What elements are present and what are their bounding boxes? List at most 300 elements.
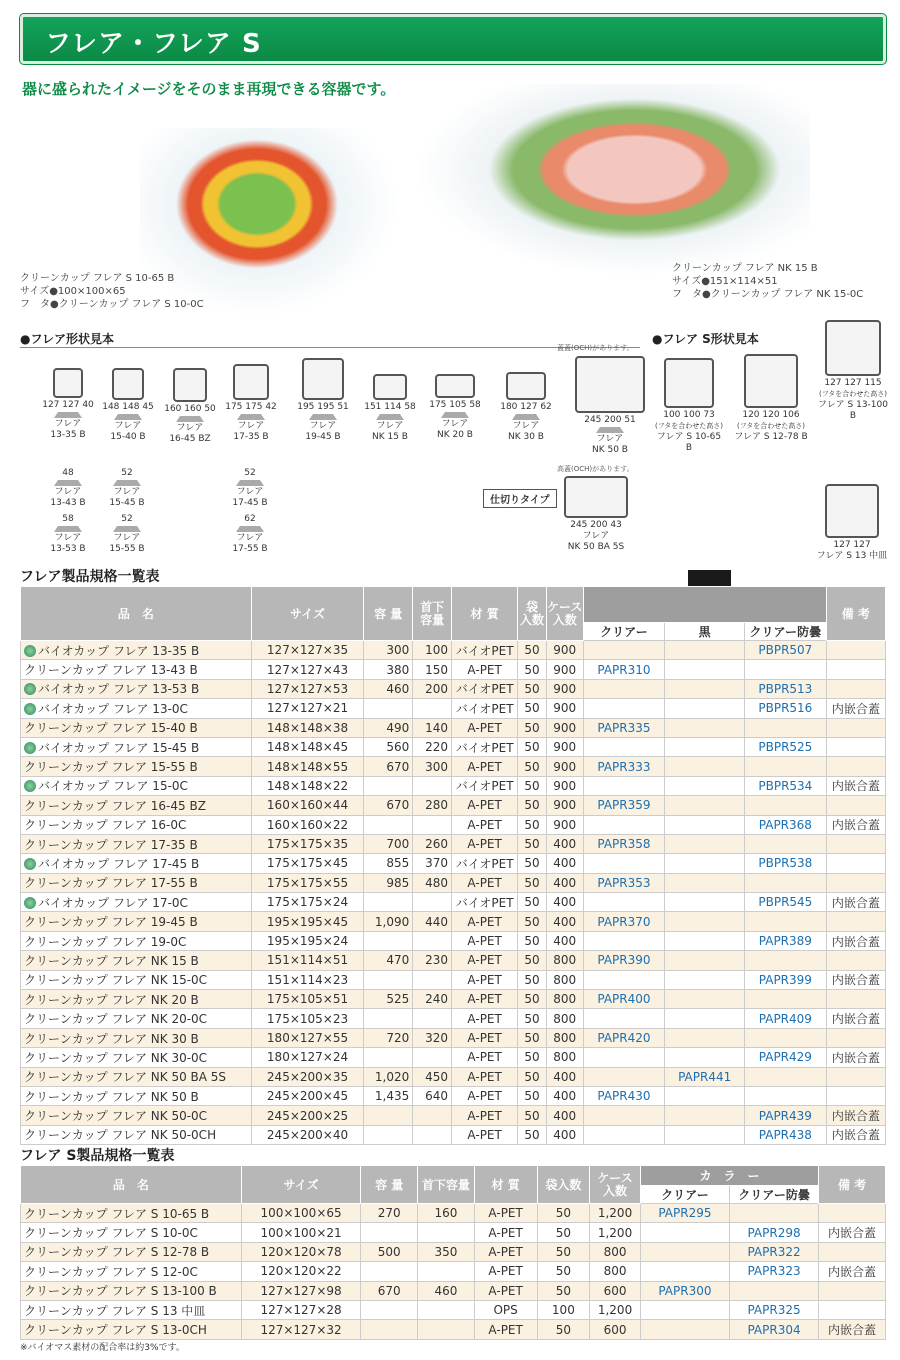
cell-bag bbox=[518, 699, 547, 718]
cell-text: 400 bbox=[553, 914, 577, 929]
cell-case bbox=[546, 1086, 583, 1105]
cell-text: PAPR325 bbox=[747, 1303, 801, 1318]
cell-mat bbox=[474, 1204, 537, 1223]
cell-text: 50 bbox=[555, 1322, 572, 1337]
table-row bbox=[21, 873, 886, 892]
table-row bbox=[21, 893, 886, 912]
cell-black bbox=[665, 990, 745, 1009]
cell-text: A-PET bbox=[488, 1264, 523, 1279]
lid-note: 蓋蓋(OCH)があります。 bbox=[557, 344, 634, 352]
cell-clear bbox=[583, 970, 665, 989]
cell-fog bbox=[744, 776, 826, 795]
cell-text: 内嵌合蓋 bbox=[831, 1050, 880, 1065]
cell-size bbox=[251, 1028, 363, 1047]
shape-dimensions: 245 200 43 bbox=[570, 520, 622, 530]
cell-clear bbox=[583, 737, 665, 756]
cell-vol bbox=[364, 699, 413, 718]
cell-size bbox=[251, 1125, 363, 1144]
cell-text: PAPR438 bbox=[758, 1127, 812, 1142]
cell-vol bbox=[361, 1281, 418, 1300]
cell-note bbox=[826, 718, 885, 737]
cell-text: 50 bbox=[555, 1225, 572, 1240]
cell-text: 480 bbox=[425, 875, 449, 890]
cell-case bbox=[546, 854, 583, 873]
cell-size bbox=[241, 1300, 361, 1319]
cell-case bbox=[546, 1106, 583, 1125]
shape-top-view bbox=[564, 476, 628, 518]
cell-text: 240 bbox=[425, 992, 449, 1007]
table-row bbox=[21, 679, 886, 698]
cell-fog bbox=[744, 699, 826, 718]
cell-text: 1,090 bbox=[374, 914, 410, 929]
cell-size bbox=[251, 970, 363, 989]
cell-size bbox=[251, 796, 363, 815]
cell-text: A-PET bbox=[467, 817, 502, 832]
cell-text: PAPR368 bbox=[758, 817, 812, 832]
cell-text: 300 bbox=[386, 643, 410, 658]
flare-spec-table bbox=[20, 586, 886, 1145]
shape-sample bbox=[158, 368, 222, 445]
cell-text: クリーンカップ フレア NK 15 B bbox=[24, 953, 199, 968]
shape-side-view bbox=[596, 426, 624, 433]
cell-black bbox=[665, 699, 745, 718]
cell-text: 148×148×55 bbox=[266, 759, 349, 774]
cell-text: 195×195×45 bbox=[266, 914, 349, 929]
cell-note bbox=[826, 970, 885, 989]
cell-size bbox=[241, 1320, 361, 1339]
cell-mat bbox=[452, 1009, 518, 1028]
cell-neck bbox=[413, 815, 452, 834]
cell-text: バイオカップ フレア 13-35 B bbox=[38, 643, 200, 658]
cell-fog bbox=[744, 1106, 826, 1125]
cell-case bbox=[546, 1067, 583, 1086]
cell-size bbox=[251, 951, 363, 970]
cell-neck bbox=[413, 1028, 452, 1047]
cell-clear bbox=[583, 776, 665, 795]
shape-sample bbox=[560, 356, 660, 456]
cell-text: PAPR300 bbox=[658, 1283, 712, 1298]
cell-text: 148×148×22 bbox=[266, 778, 349, 793]
shape-nk50ba bbox=[556, 476, 636, 553]
cell-clear bbox=[583, 931, 665, 950]
cell-text: バイオPET bbox=[455, 682, 514, 697]
cell-text: 175×175×45 bbox=[266, 856, 349, 871]
cell-text: クリーンカップ フレア NK 50 BA 5S bbox=[24, 1070, 227, 1085]
cell-case bbox=[546, 699, 583, 718]
cell-size bbox=[251, 893, 363, 912]
cell-size bbox=[251, 737, 363, 756]
cell-text: 900 bbox=[553, 817, 577, 832]
table-row bbox=[21, 1125, 886, 1144]
cell-note bbox=[819, 1223, 886, 1242]
shape-dimensions: 245 200 51 bbox=[584, 415, 636, 425]
cell-text: 985 bbox=[386, 875, 410, 890]
cell-name bbox=[21, 1048, 252, 1067]
cell-vol bbox=[364, 854, 413, 873]
cell-text: 50 bbox=[524, 1031, 540, 1045]
cell-text: 270 bbox=[377, 1206, 401, 1221]
cell-text: 600 bbox=[603, 1283, 627, 1298]
cell-case bbox=[590, 1223, 641, 1242]
cell-text: 640 bbox=[425, 1089, 449, 1104]
cell-neck bbox=[413, 699, 452, 718]
shape-label: フレア 15-40 B bbox=[110, 421, 146, 442]
cell-neck bbox=[418, 1204, 475, 1223]
cell-text: A-PET bbox=[488, 1283, 523, 1298]
cell-black bbox=[665, 1009, 745, 1028]
cell-neck bbox=[413, 1106, 452, 1125]
cell-text: 127×127×53 bbox=[266, 681, 349, 696]
shape-top-view bbox=[506, 372, 546, 400]
cell-fog bbox=[744, 1086, 826, 1105]
cell-text: 127×127×28 bbox=[260, 1303, 342, 1318]
cell-name bbox=[21, 660, 252, 679]
shape-label: フレア NK 15 B bbox=[372, 421, 408, 442]
cell-fog bbox=[729, 1320, 818, 1339]
cell-text: 700 bbox=[386, 837, 410, 852]
shape-sample bbox=[358, 374, 422, 443]
cell-mat bbox=[452, 951, 518, 970]
cell-note bbox=[826, 796, 885, 815]
cell-text: バイオカップ フレア 17-45 B bbox=[38, 856, 200, 871]
shape-label: フレア 17-45 B bbox=[232, 487, 268, 508]
shape-label: フレア 13-43 B bbox=[50, 487, 86, 508]
cell-text: 50 bbox=[524, 1108, 540, 1123]
table-row bbox=[21, 1300, 886, 1319]
cell-text: クリーンカップ フレア S 13 中皿 bbox=[24, 1303, 206, 1318]
cell-clear bbox=[583, 951, 665, 970]
cell-vol bbox=[364, 1106, 413, 1125]
shape-sample bbox=[220, 514, 280, 555]
cell-fog bbox=[744, 931, 826, 950]
cell-case bbox=[590, 1281, 641, 1300]
cell-text: 127×127×98 bbox=[260, 1283, 342, 1298]
cell-black bbox=[665, 1086, 745, 1105]
cell-name bbox=[21, 912, 252, 931]
cell-clear bbox=[640, 1223, 729, 1242]
cell-size bbox=[251, 776, 363, 795]
cell-text: 内嵌合蓋 bbox=[831, 818, 880, 833]
cell-text: PAPR420 bbox=[597, 1031, 651, 1045]
cell-vol bbox=[364, 912, 413, 931]
cell-text: 100×100×21 bbox=[260, 1225, 342, 1240]
th-bag: 袋入数 bbox=[537, 1166, 590, 1204]
cell-bag bbox=[537, 1262, 590, 1281]
cell-text: 800 bbox=[553, 1011, 577, 1026]
cell-text: PAPR304 bbox=[747, 1322, 801, 1337]
cell-text: 127×127×35 bbox=[266, 643, 349, 658]
cell-size bbox=[251, 718, 363, 737]
cell-mat bbox=[474, 1281, 537, 1300]
page-banner bbox=[20, 14, 886, 64]
cell-mat bbox=[452, 931, 518, 950]
cell-neck bbox=[413, 641, 452, 660]
cell-text: 50 bbox=[524, 740, 540, 755]
shape-side-view bbox=[441, 411, 469, 418]
cell-vol bbox=[364, 679, 413, 698]
cell-neck bbox=[413, 1048, 452, 1067]
cell-text: 160×160×22 bbox=[266, 817, 349, 832]
cell-bag bbox=[537, 1281, 590, 1300]
cell-name bbox=[21, 931, 252, 950]
table-row bbox=[21, 796, 886, 815]
cell-text: A-PET bbox=[467, 1031, 502, 1045]
cell-text: 400 bbox=[553, 934, 577, 949]
cell-text: PBPR538 bbox=[758, 856, 813, 871]
cell-mat bbox=[452, 1067, 518, 1086]
cell-case bbox=[546, 718, 583, 737]
th-clear: クリアー bbox=[583, 623, 665, 641]
shape-sample bbox=[38, 514, 98, 555]
cell-size bbox=[251, 679, 363, 698]
shape-label: フレア 17-35 B bbox=[233, 421, 269, 442]
cell-text: 900 bbox=[553, 798, 577, 813]
cell-text: 50 bbox=[524, 643, 540, 658]
cell-text: クリーンカップ フレア 17-55 B bbox=[24, 876, 198, 891]
cell-text: 800 bbox=[603, 1244, 627, 1259]
cell-size bbox=[251, 815, 363, 834]
cell-vol bbox=[364, 757, 413, 776]
cell-text: 127×127×43 bbox=[266, 662, 349, 677]
divider-type-tag: 仕切りタイプ bbox=[483, 489, 557, 508]
cell-text: 400 bbox=[553, 1069, 577, 1084]
table2-title: フレア S製品規格一覧表 bbox=[20, 1148, 175, 1164]
cell-vol bbox=[364, 737, 413, 756]
cell-text: 450 bbox=[425, 1069, 449, 1084]
cell-clear bbox=[583, 1125, 665, 1144]
table-row bbox=[21, 815, 886, 834]
cell-text: 50 bbox=[524, 720, 540, 735]
shape-depth: 62 bbox=[244, 514, 256, 524]
cell-text: 内嵌合蓋 bbox=[828, 1264, 877, 1279]
cell-text: A-PET bbox=[467, 662, 502, 677]
cell-vol bbox=[364, 931, 413, 950]
cell-text: A-PET bbox=[488, 1206, 523, 1221]
cell-note bbox=[826, 776, 885, 795]
th-black: 黒 bbox=[665, 623, 745, 641]
shape-label: フレア 19-45 B bbox=[305, 421, 341, 442]
footnote: ※バイオマス素材の配合率は約3%です。 bbox=[20, 1343, 185, 1353]
cell-case bbox=[546, 1125, 583, 1144]
cell-bag bbox=[537, 1223, 590, 1242]
cell-bag bbox=[518, 757, 547, 776]
cell-bag bbox=[518, 873, 547, 892]
cell-mat bbox=[452, 757, 518, 776]
divider bbox=[20, 347, 640, 348]
table-row bbox=[21, 1009, 886, 1028]
shape-depth: 48 bbox=[62, 468, 74, 478]
cell-text: A-PET bbox=[467, 798, 502, 813]
shape-label: フレア NK 50 B bbox=[592, 434, 628, 455]
shape-sample bbox=[491, 372, 561, 443]
cell-text: 800 bbox=[553, 953, 577, 968]
cell-text: バイオカップ フレア 15-0C bbox=[38, 779, 188, 794]
caption-line: サイズ●100×100×65 bbox=[20, 286, 126, 297]
cell-clear bbox=[583, 815, 665, 834]
cell-name bbox=[21, 893, 252, 912]
cell-text: 720 bbox=[386, 1031, 410, 1045]
cell-text: 470 bbox=[386, 953, 410, 968]
th-name: 品 名 bbox=[21, 1166, 242, 1204]
cell-neck bbox=[418, 1281, 475, 1300]
cell-text: クリーンカップ フレア S 10-65 B bbox=[24, 1206, 210, 1221]
cell-text: PAPR333 bbox=[597, 759, 651, 774]
cell-fog bbox=[744, 1009, 826, 1028]
cell-clear bbox=[583, 718, 665, 737]
cell-neck bbox=[413, 951, 452, 970]
cell-case bbox=[546, 834, 583, 853]
cell-clear bbox=[583, 990, 665, 1009]
cell-vol bbox=[364, 970, 413, 989]
cell-size bbox=[251, 1067, 363, 1086]
cell-text: 160 bbox=[434, 1206, 458, 1221]
shape-top-view bbox=[302, 358, 344, 400]
cell-note bbox=[826, 815, 885, 834]
th-name: 品 名 bbox=[21, 587, 252, 641]
cell-text: 245×200×35 bbox=[266, 1069, 349, 1084]
cell-clear bbox=[583, 1067, 665, 1086]
shape-label: フレア 15-45 B bbox=[109, 487, 145, 508]
th-clear: クリアー bbox=[640, 1186, 729, 1204]
cell-text: バイオPET bbox=[455, 895, 514, 910]
cell-text: PAPR322 bbox=[747, 1244, 801, 1259]
cell-text: 50 bbox=[524, 972, 540, 987]
cell-text: 175×175×35 bbox=[266, 837, 349, 852]
cell-text: 50 bbox=[524, 1089, 540, 1104]
shape-side-view bbox=[376, 413, 404, 420]
cell-text: 50 bbox=[524, 798, 540, 813]
cell-bag bbox=[518, 1086, 547, 1105]
cell-size bbox=[251, 854, 363, 873]
cell-mat bbox=[474, 1262, 537, 1281]
cell-text: 内嵌合蓋 bbox=[831, 1012, 880, 1027]
cell-name bbox=[21, 834, 252, 853]
cell-text: 175×175×24 bbox=[266, 895, 349, 910]
cell-text: 900 bbox=[553, 778, 577, 793]
cell-mat bbox=[452, 641, 518, 660]
cell-name bbox=[21, 1281, 242, 1300]
cell-bag bbox=[518, 1028, 547, 1047]
cell-vol bbox=[364, 990, 413, 1009]
cell-clear bbox=[640, 1262, 729, 1281]
biomass-icon bbox=[24, 703, 36, 715]
shape-dimensions: 175 105 58 bbox=[429, 400, 481, 410]
cell-name bbox=[21, 990, 252, 1009]
cell-fog bbox=[744, 1067, 826, 1086]
cell-text: バイオカップ フレア 13-0C bbox=[38, 701, 188, 716]
cell-bag bbox=[537, 1320, 590, 1339]
cell-mat bbox=[452, 737, 518, 756]
cell-text: 内嵌合蓋 bbox=[831, 973, 880, 988]
table-row bbox=[21, 1320, 886, 1339]
cell-text: 800 bbox=[603, 1264, 627, 1279]
table-row bbox=[21, 1281, 886, 1300]
cell-mat bbox=[452, 873, 518, 892]
cell-case bbox=[546, 1048, 583, 1067]
lid-note-2: 高蓋(OCH)があります。 bbox=[557, 465, 634, 473]
table-row bbox=[21, 970, 886, 989]
cell-case bbox=[546, 757, 583, 776]
cell-text: PAPR400 bbox=[597, 992, 651, 1007]
cell-text: クリーンカップ フレア S 12-78 B bbox=[24, 1245, 210, 1260]
cell-text: クリーンカップ フレア 13-43 B bbox=[24, 663, 198, 678]
cell-neck bbox=[413, 854, 452, 873]
cell-text: 50 bbox=[524, 934, 540, 949]
cell-note bbox=[819, 1281, 886, 1300]
cell-text: 350 bbox=[434, 1244, 458, 1259]
caption-line: サイズ●151×114×51 bbox=[672, 276, 778, 287]
th-vol: 容 量 bbox=[364, 587, 413, 641]
cell-size bbox=[251, 990, 363, 1009]
cell-bag bbox=[537, 1204, 590, 1223]
cell-bag bbox=[518, 776, 547, 795]
cell-text: 内嵌合蓋 bbox=[831, 934, 880, 949]
cell-case bbox=[590, 1300, 641, 1319]
cell-text: A-PET bbox=[467, 1069, 502, 1084]
caption-line: フ タ●クリーンカップ フレア S 10-0C bbox=[20, 299, 204, 310]
photo-caption-left bbox=[20, 272, 204, 311]
cell-case bbox=[546, 660, 583, 679]
cell-text: 900 bbox=[553, 720, 577, 735]
cell-name bbox=[21, 641, 252, 660]
cell-fog bbox=[744, 1048, 826, 1067]
cell-neck bbox=[413, 912, 452, 931]
cell-fog bbox=[729, 1223, 818, 1242]
cell-note bbox=[826, 660, 885, 679]
cell-text: OPS bbox=[493, 1303, 518, 1318]
cell-black bbox=[665, 718, 745, 737]
cell-vol bbox=[364, 873, 413, 892]
shape-sample bbox=[97, 514, 157, 555]
cell-case bbox=[546, 776, 583, 795]
shape-label: フレア 16-45 BZ bbox=[169, 423, 211, 444]
cell-size bbox=[251, 641, 363, 660]
cell-size bbox=[241, 1281, 361, 1300]
shape-dimensions: 175 175 42 bbox=[225, 402, 277, 412]
cell-black bbox=[665, 873, 745, 892]
cell-neck bbox=[418, 1300, 475, 1319]
cell-text: PAPR409 bbox=[758, 1011, 812, 1026]
cell-text: 100×100×65 bbox=[260, 1206, 342, 1221]
shape-top-view bbox=[825, 484, 879, 538]
cell-text: バイオPET bbox=[455, 643, 514, 658]
cell-text: バイオカップ フレア 13-53 B bbox=[38, 682, 200, 697]
cell-clear bbox=[583, 699, 665, 718]
cell-text: クリーンカップ フレア 17-35 B bbox=[24, 837, 198, 852]
cell-size bbox=[251, 931, 363, 950]
cell-fog bbox=[744, 757, 826, 776]
cell-case bbox=[546, 970, 583, 989]
cell-text: バイオPET bbox=[455, 740, 514, 755]
cell-text: 180×127×24 bbox=[266, 1050, 349, 1065]
cell-text: 148×148×38 bbox=[266, 720, 349, 735]
cell-black bbox=[665, 834, 745, 853]
cell-name bbox=[21, 757, 252, 776]
cell-text: A-PET bbox=[467, 914, 502, 929]
cell-text: クリーンカップ フレア NK 20-0C bbox=[24, 1012, 208, 1027]
shape-side-view bbox=[54, 479, 82, 486]
cell-mat bbox=[452, 815, 518, 834]
cell-bag bbox=[518, 1106, 547, 1125]
cell-text: 120×120×22 bbox=[260, 1264, 342, 1279]
cell-neck bbox=[413, 931, 452, 950]
cell-case bbox=[590, 1242, 641, 1261]
cell-text: PAPR358 bbox=[597, 837, 651, 852]
cell-neck bbox=[413, 776, 452, 795]
th-size: サイズ bbox=[251, 587, 363, 641]
cell-text: クリーンカップ フレア S 13-100 B bbox=[24, 1284, 217, 1299]
cell-fog bbox=[744, 679, 826, 698]
